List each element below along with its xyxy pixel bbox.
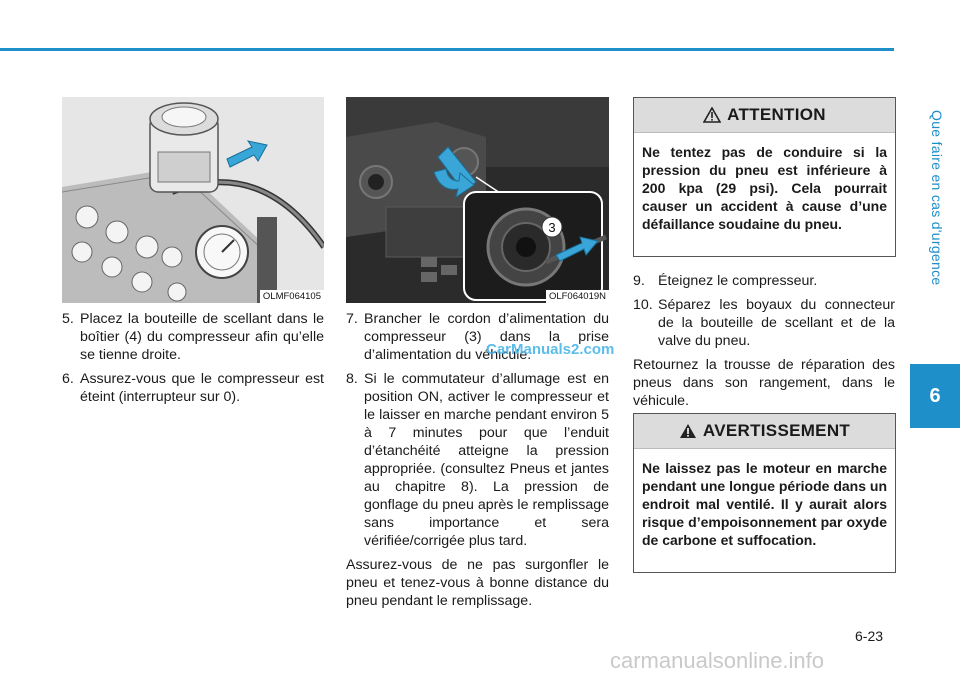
continuation-paragraph: Assurez-vous de ne pas surgonfler le pneu et tenez-vous à bonne distance du pneu pendant le remplissage.	[346, 557, 609, 609]
page-number: 6-23	[855, 628, 884, 644]
warning-text: Ne laissez pas le moteur en marche pendant une longue période dans un endroit mal ventilé. Il y aurait alors risque d’empoisonnement par oxyde de carbone et suffocation.	[642, 460, 888, 548]
closing-paragraph: Retournez la trousse de réparation des pneus dans son rangement, dans le véhicule.	[633, 357, 895, 409]
item-number: 5.	[62, 311, 74, 327]
compressor-illustration	[62, 97, 324, 303]
list-item	[62, 370, 324, 406]
attention-header	[634, 98, 895, 133]
section-title: Que faire en cas d'urgence	[929, 110, 945, 286]
warning-title: AVERTISSEMENT	[702, 421, 851, 440]
item-text: Brancher le cordon d’alimentation du compresseur (3) dans la prise d’alimentation du véhicule.	[364, 311, 609, 363]
item-text: Si le commutateur d’allumage est en position ON, activer le compresseur et le laisser en marche pendant environ 5 à 7 minutes pour que l’enduit d’étanchéité atteigne la pression appropriée. (consultez Pneus et jantes au chapitre 8). La pression de gonflage du pneu après le remplissage sans importance et sera vérifiée/corrigée plus tard.	[364, 371, 609, 549]
list-item	[633, 272, 895, 290]
power-outlet-illustration	[346, 97, 609, 303]
figure-compressor	[62, 97, 324, 303]
item-number: 6.	[62, 371, 74, 387]
item-number: 10.	[633, 297, 653, 313]
item-text: Assurez-vous que le compresseur est éteint (interrupteur sur 0).	[80, 371, 324, 405]
attention-title: ATTENTION	[727, 105, 826, 124]
watermark: CarManuals2.com	[486, 341, 615, 358]
list-item	[62, 310, 324, 364]
figure-label: OLF064019N	[546, 290, 609, 303]
figure-label: OLMF064105	[260, 290, 324, 303]
item-text: Éteignez le compresseur.	[658, 273, 818, 289]
warning-box	[633, 413, 896, 573]
list-item	[633, 296, 895, 350]
warning-header	[634, 414, 895, 449]
column-3	[633, 272, 895, 416]
attention-text: Ne tentez pas de conduire si la pression du pneu est inférieure à 200 kpa (29 psi). Cela pourrait causer un accident à cause d’une défaillance soudaine du pneu.	[642, 144, 887, 232]
chapter-number: 6	[929, 384, 941, 407]
item-text: Séparez les boyaux du connecteur de la bouteille de scellant et de la valve du pneu.	[658, 297, 895, 349]
list-item	[346, 370, 609, 550]
item-number: 9.	[633, 273, 645, 289]
chapter-tab[interactable]	[910, 364, 960, 428]
item-number: 7.	[346, 311, 358, 327]
column-1	[62, 310, 324, 412]
item-number: 8.	[346, 371, 358, 387]
header-rule	[0, 48, 894, 51]
warning-triangle-icon	[703, 107, 721, 123]
callout-number: 3	[548, 220, 556, 235]
footer-watermark: carmanualsonline.info	[610, 648, 825, 673]
attention-box	[633, 97, 896, 257]
warning-filled-icon	[679, 423, 697, 439]
figure-power-outlet	[346, 97, 609, 303]
item-text: Placez la bouteille de scellant dans le boîtier (4) du compresseur afin qu’elle se tienne droite.	[80, 311, 324, 363]
